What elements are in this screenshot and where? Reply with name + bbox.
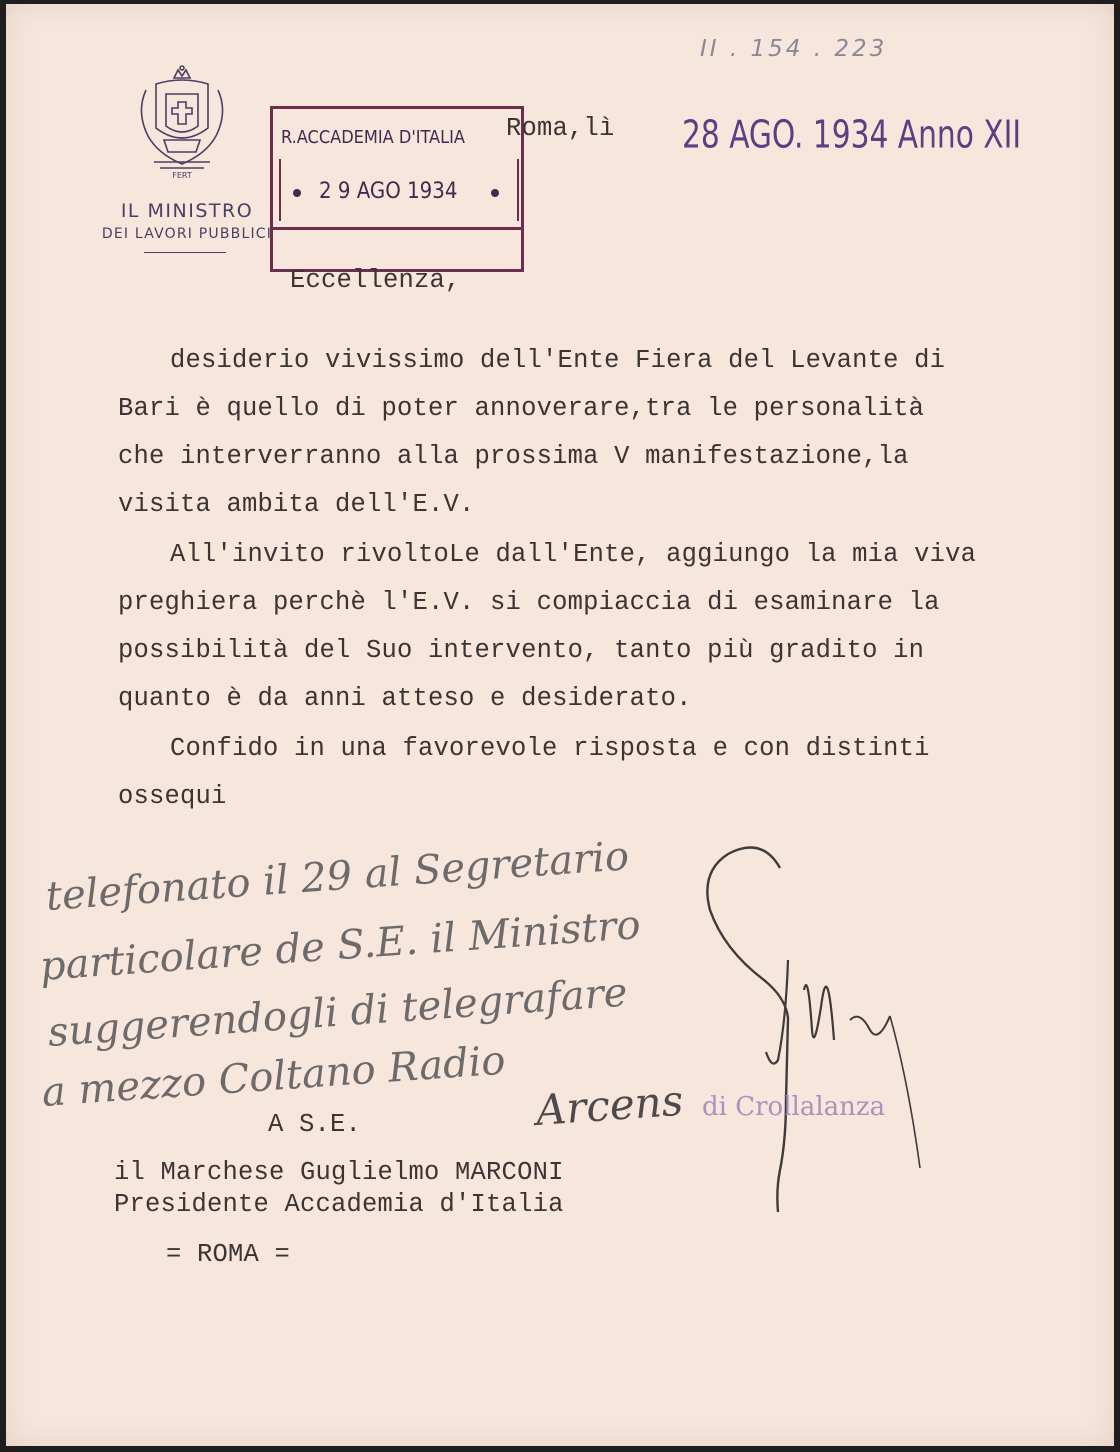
stamp-dot-right-icon (491, 189, 499, 197)
letter-sheet (6, 4, 1114, 1446)
body-line: quanto è da anni atteso e desiderato. (118, 684, 692, 713)
salutation: Eccellenza, (290, 266, 461, 295)
body-line: visita ambita dell'E.V. (118, 490, 475, 519)
handwritten-note-line: particolare de S.E. il Ministro (38, 902, 642, 990)
body-line: Confido in una favorevole risposta e con distinti (170, 734, 930, 763)
minister-signature (694, 840, 934, 1220)
handwritten-note-line: a mezzo Coltano Radio (40, 1037, 507, 1116)
archive-number: II . 154 . 223 (700, 36, 888, 62)
addressee-name: il Marchese Guglielmo MARCONI (114, 1158, 564, 1187)
date-stamp: 28 AGO. 1934 Anno XII (682, 112, 1022, 157)
addressee-city: = ROMA = (166, 1240, 291, 1269)
place-line: Roma,lì (506, 114, 615, 143)
emblem-motto: FERT (172, 171, 192, 180)
received-stamp-divider (273, 227, 521, 230)
body-line: Bari è quello di poter annoverare,tra le personalità (118, 394, 925, 423)
stamp-dot-left-icon (293, 189, 301, 197)
body-line: All'invito rivoltoLe dall'Ente, aggiungo la mia viva (170, 540, 977, 569)
body-line: preghiera perchè l'E.V. si compiaccia di esaminare la (118, 588, 940, 617)
body-line: possibilità del Suo intervento, tanto più gradito in (118, 636, 925, 665)
letterhead-subtitle: DEI LAVORI PUBBLICI (101, 226, 273, 242)
received-stamp-header: R.ACCADEMIA D'ITALIA (281, 127, 465, 148)
letterhead-title: IL MINISTRO (120, 200, 254, 222)
addressee-prefix: A S.E. (268, 1110, 362, 1139)
handwritten-note-line: telefonato il 29 al Segretario (44, 833, 631, 920)
received-stamp-date: 2 9 AGO 1934 (319, 179, 458, 204)
addressee-role: Presidente Accademia d'Italia (114, 1190, 564, 1219)
body-line: che interverranno alla prossima V manifestazione,la (118, 442, 909, 471)
body-line: desiderio vivissimo dell'Ente Fiera del Levante di (170, 346, 946, 375)
letterhead-rule (144, 252, 226, 253)
handwritten-initials: Arcens (534, 1075, 685, 1135)
savoy-coat-of-arms-icon (134, 64, 230, 182)
handwritten-note-line: suggerendogli di telegrafare (46, 969, 629, 1056)
signature-stamp: di Crollalanza (702, 1092, 886, 1122)
body-line: ossequi (118, 782, 227, 811)
received-stamp (270, 106, 524, 272)
